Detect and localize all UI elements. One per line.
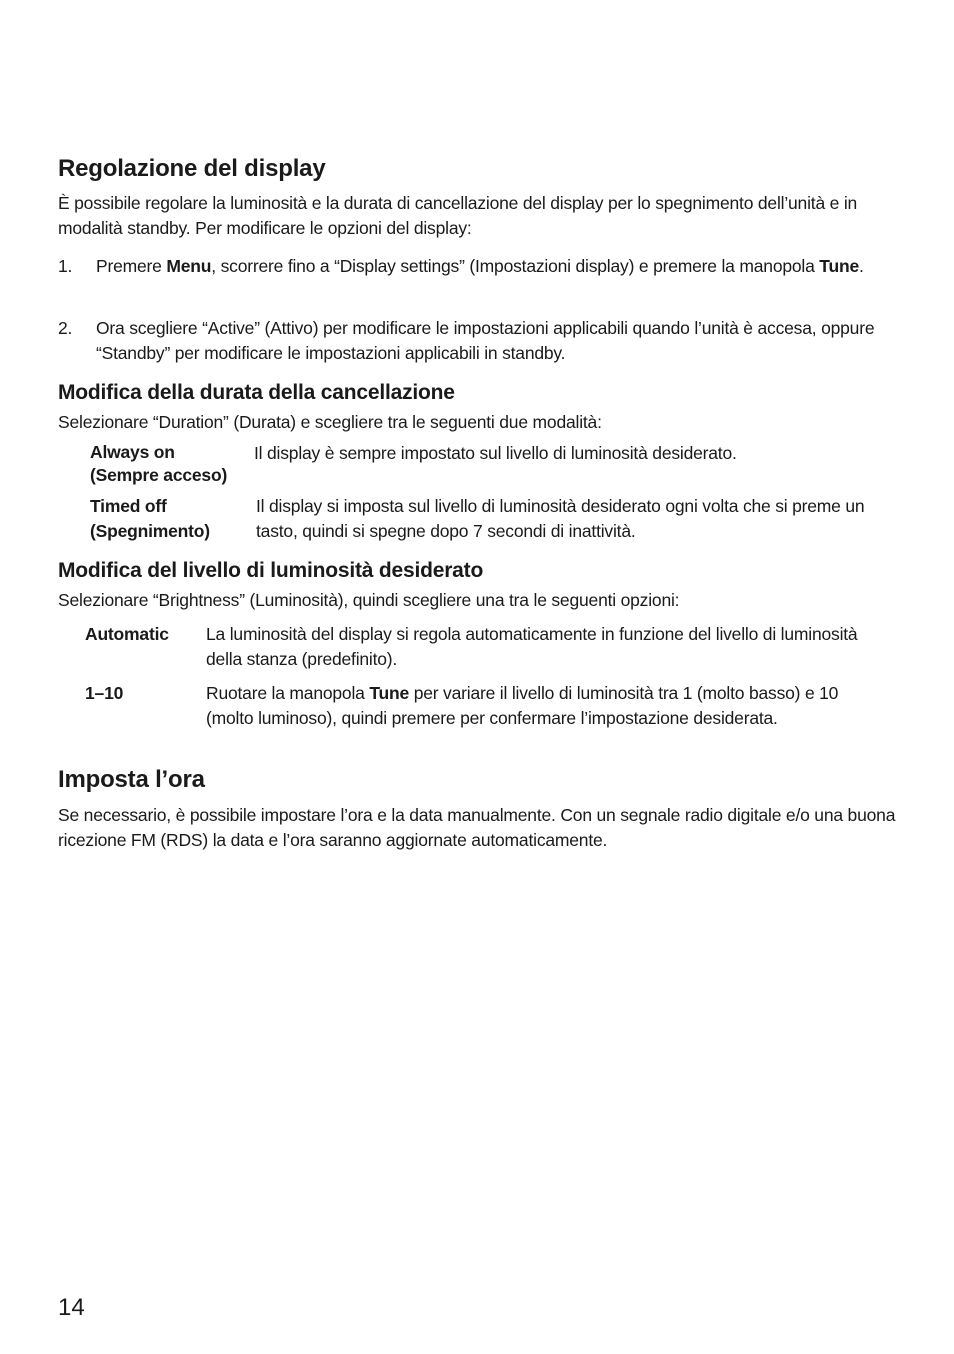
list-text: Premere Menu, scorrere fino a “Display settings” (Impostazioni display) e premere la manopola Tune. (96, 256, 864, 276)
option-desc-always-on: Il display è sempre impostato sul livello di luminosità desiderato. (254, 443, 737, 463)
option-desc-timed-off: Il display si imposta sul livello di luminosità desiderato ogni volta che si preme un tasto, quindi si spegne dopo 7 secondi di inattività. (256, 496, 865, 541)
section-intro-brightness: Selezionare “Brightness” (Luminosità), quindi scegliere una tra le seguenti opzioni: (58, 590, 680, 610)
list-number: 1. (58, 256, 73, 276)
option-term-automatic: Automatic (85, 624, 169, 644)
option-term-always-on: Always on (Sempre acceso) (90, 442, 228, 485)
list-text: Ora scegliere “Active” (Attivo) per modificare le impostazioni applicabili quando l’unità è accesa, oppure “Standby” per modificare le impostazioni applicabili in standby. (96, 318, 875, 363)
page-number: 14 (58, 1294, 85, 1321)
section-title-brightness: Modifica del livello di luminosità desiderato (58, 559, 484, 582)
option-term-timed-off: Timed off (Spegnimento) (90, 496, 210, 541)
tune-knob-label: Tune (369, 683, 410, 703)
list-number: 2. (58, 318, 73, 338)
section-title-duration: Modifica della durata della cancellazione (58, 381, 455, 404)
option-desc-levels: Ruotare la manopola Tune per variare il livello di luminosità tra 1 (molto basso) e 10 (molto luminoso), quindi premere per confermare l’impostazione desiderata. (206, 683, 839, 728)
option-desc-automatic: La luminosità del display si regola automaticamente in funzione del livello di luminosità della stanza (predefinito). (206, 624, 858, 669)
section-intro-display: È possibile regolare la luminosità e la durata di cancellazione del display per lo spegnimento dell’unità e in modalità standby. Per modificare le opzioni del display: (58, 193, 858, 238)
menu-button-label: Menu (166, 256, 212, 276)
section-body-time: Se necessario, è possibile impostare l’ora e la data manualmente. Con un segnale radio digitale e/o una buona ricezione FM (RDS) la data e l’ora saranno aggiornate automaticamente. (58, 805, 896, 850)
tune-knob-label: Tune (819, 256, 859, 276)
section-title-time: Imposta l’ora (58, 766, 205, 793)
section-intro-duration: Selezionare “Duration” (Durata) e scegliere tra le seguenti due modalità: (58, 412, 602, 432)
section-title-display: Regolazione del display (58, 155, 326, 182)
option-term-levels: 1–10 (85, 683, 124, 703)
